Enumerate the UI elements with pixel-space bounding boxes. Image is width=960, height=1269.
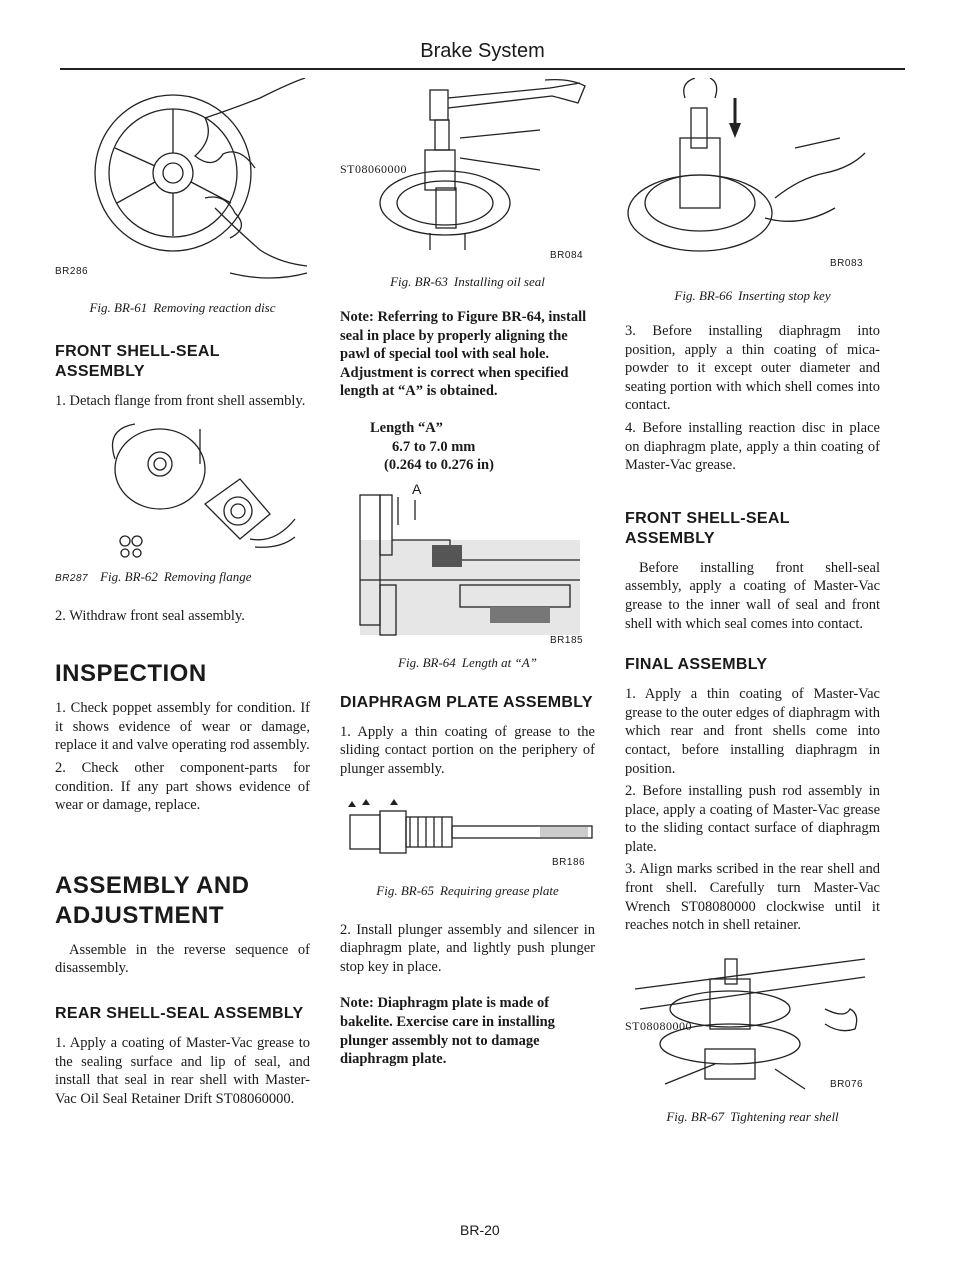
figure-title: Tightening rear shell <box>730 1108 839 1124</box>
figure-caption <box>625 288 880 304</box>
figure-title: Length at “A” <box>461 654 537 670</box>
paragraph: Before installing front shell-seal assembly, apply a coating of Master-Vac grease to the inner wall of seal and front shell with which seal comes into contact. <box>625 559 880 632</box>
step-text: 1. Apply a thin coating of grease to the sliding contact portion on the periphery of plunger assembly. <box>340 723 595 777</box>
figure-code: BR076 <box>830 1078 864 1090</box>
tool-label: ST08060000 <box>340 162 408 176</box>
section-heading-front-shell-seal: FRONT SHELL-SEAL ASSEMBLY <box>625 509 790 547</box>
spec-mm: 6.7 to 7.0 mm <box>392 438 476 455</box>
step-text: 4. Before installing reaction disc in place on diaphragm plate, apply a thin coating of Master-Vac grease. <box>625 419 880 474</box>
inspection-item: 1. Check poppet assembly for condition. If it shows evidence of wear or damage, replace it and valve operating rod assembly. <box>55 700 310 754</box>
figure-br-67 <box>625 949 880 1099</box>
step-text: 1. Apply a coating of Master-Vac grease to the sealing surface and lip of seal, and install that seal in rear shell with Master-Vac Oil Seal Retainer Drift ST08060000. <box>55 1034 310 1107</box>
step-text: 2. Install plunger assembly and silencer in diaphragm plate, and lightly push plunger stop key in place. <box>340 921 595 975</box>
figure-br-65 <box>340 799 595 869</box>
figure-caption <box>55 300 310 316</box>
flange-illustration <box>55 419 310 589</box>
column-left <box>55 78 310 1112</box>
note-text: Note: Diaphragm plate is made of bakelite. Exercise care in installing plunger assembly not to damage diaphragm plate. <box>340 995 555 1068</box>
section-heading-diaphragm: DIAPHRAGM PLATE ASSEMBLY <box>340 693 593 711</box>
tool-label: ST08080000 <box>625 1018 693 1033</box>
note-label: Note: <box>340 309 374 325</box>
figure-code: BR083 <box>830 258 864 269</box>
figure-title: Removing flange <box>163 568 252 584</box>
paragraph: Assemble in the reverse sequence of disassembly. <box>55 941 310 977</box>
length-a-section-illustration <box>340 485 595 645</box>
step-text: 1. Apply a thin coating of Master-Vac grease to the outer edges of diaphragm with which rear and front shells come into contact, before installing diaphragm in position. <box>625 686 880 777</box>
figure-caption <box>340 655 595 671</box>
note-label: Note: <box>340 995 374 1012</box>
figure-number: Fig. BR-62 <box>100 568 158 584</box>
figure-code: BR185 <box>550 634 584 646</box>
column-middle <box>340 78 595 1069</box>
section-heading-rear-shell-seal: REAR SHELL-SEAL ASSEMBLY <box>55 1004 304 1022</box>
figure-title: Requiring grease plate <box>440 882 559 898</box>
figure-number: Fig. BR-66 <box>674 288 733 303</box>
spec-label: Length “A” <box>370 419 443 436</box>
figure-code: BR084 <box>550 250 584 261</box>
figure-code: BR286 <box>55 266 89 277</box>
step-text: 1. Detach flange from front shell assembly. <box>55 393 306 409</box>
figure-code: BR287 <box>55 572 89 584</box>
figure-caption <box>340 274 595 290</box>
note-text: Note: Referring to Figure BR-64, install seal in place by properly aligning the pawl of special tool with seal hole. Adjustment is correct when specified length at “A” is obtained. <box>340 309 587 400</box>
header-rule <box>60 68 905 70</box>
section-heading-assembly: ASSEMBLY AND ADJUSTMENT <box>55 871 250 929</box>
figure-number: Fig. BR-67 <box>666 1108 725 1124</box>
section-heading-final-assembly: FINAL ASSEMBLY <box>625 656 768 674</box>
spec-in: (0.264 to 0.276 in) <box>384 457 494 474</box>
figure-br-66 <box>625 78 880 278</box>
figure-number: Fig. BR-61 <box>89 300 148 315</box>
figure-caption <box>625 1109 880 1125</box>
figure-br-62 <box>55 419 310 589</box>
step-text: 3. Before installing diaphragm into position, apply a thin coating of mica-powder to it except outer diameter and seating portion with which shell comes into contact. <box>625 323 880 414</box>
dimension-mark: A <box>412 480 422 497</box>
note-block <box>340 308 595 401</box>
figure-title: Inserting stop key <box>738 288 831 303</box>
figure-caption <box>340 883 595 899</box>
figure-number: Fig. BR-65 <box>376 882 435 898</box>
column-right <box>625 78 880 1125</box>
note-block <box>340 994 595 1068</box>
page-number: BR-20 <box>460 1222 500 1238</box>
figure-br-61 <box>55 78 310 296</box>
figure-number: Fig. BR-63 <box>390 274 448 289</box>
page-header-title: Brake System <box>420 40 545 62</box>
figure-br-64 <box>340 480 595 646</box>
step-text: 3. Align marks scribed in the rear shell and front shell. Carefully turn Master-Vac Wrench ST08080000 clockwise until it reaches notch in shell retainer. <box>625 861 880 934</box>
length-spec <box>370 419 595 475</box>
inspection-item: 2. Check other component-parts for condition. If any part shows evidence of wear or damage, replace. <box>55 759 310 814</box>
figure-br-63 <box>340 78 595 270</box>
figure-code: BR186 <box>552 856 586 868</box>
step-text: 2. Withdraw front seal assembly. <box>55 607 245 624</box>
figure-number: Fig. BR-64 <box>398 654 456 670</box>
section-heading-inspection: INSPECTION <box>55 660 207 688</box>
reaction-disc-illustration <box>55 78 310 296</box>
stop-key-illustration <box>625 78 880 278</box>
figure-title: Installing oil seal <box>453 274 545 289</box>
step-text: 2. Before installing push rod assembly in place, apply a coating of Master-Vac grease to the sliding contact surface of diaphragm plate. <box>625 783 880 855</box>
figure-title: Removing reaction disc <box>153 300 276 315</box>
section-heading-front-shell-seal: FRONT SHELL-SEAL ASSEMBLY <box>55 343 220 380</box>
